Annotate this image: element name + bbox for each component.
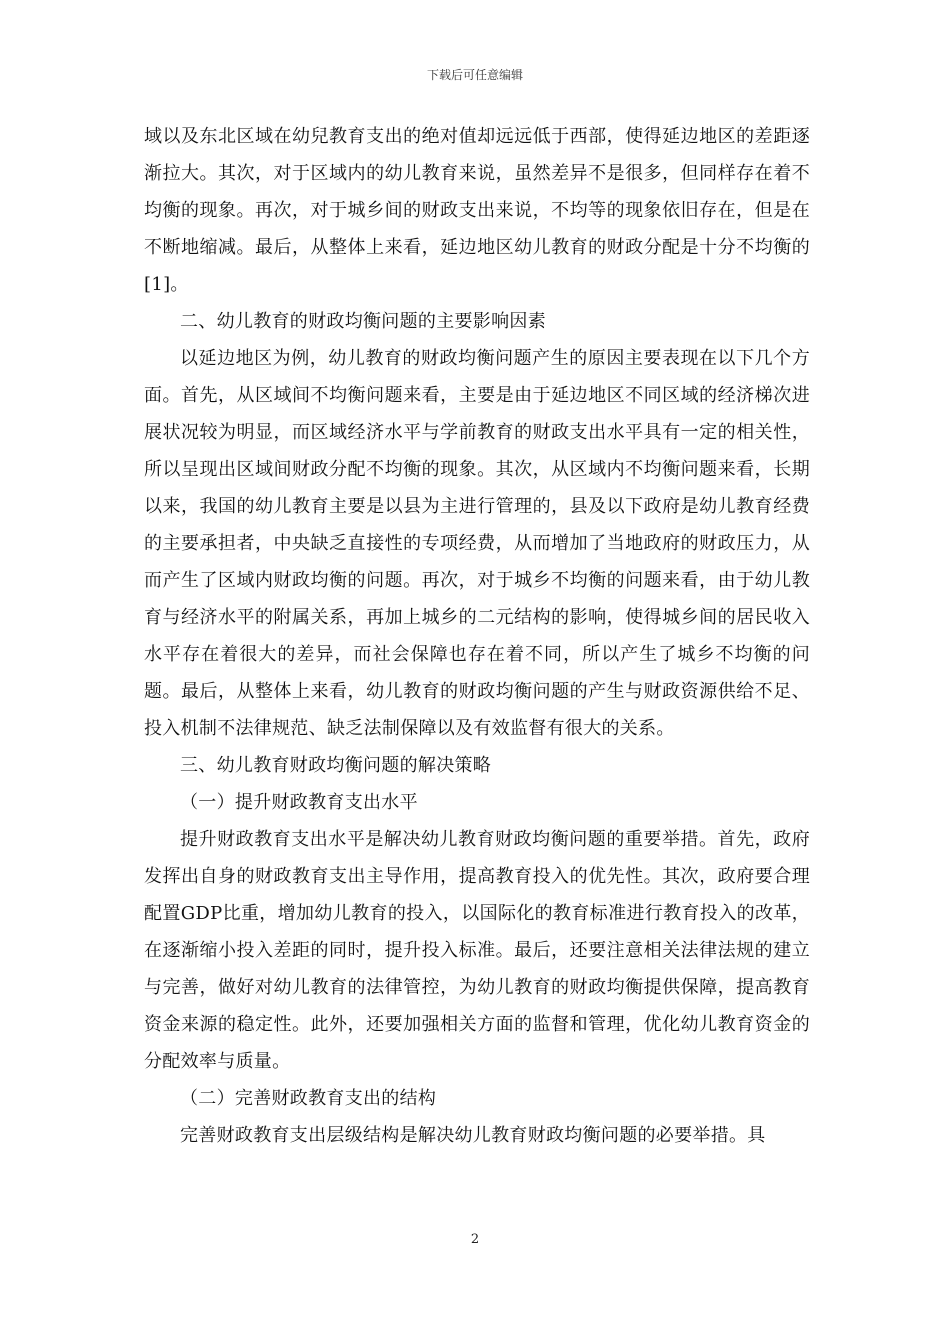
- paragraph-continued: 域以及东北区域在幼兒教育支出的绝对值却远远低于西部，使得延边地区的差距逐渐拉大。其次，对于区域内的幼儿教育来说，虽然差异不是很多，但同样存在着不均衡的现象。再次，对于城乡间的财政支出来说，不均等的现象依旧存在，但是在不断地缩减。最后，从整体上来看，延边地区幼儿教育的财政分配是十分不均衡的[1]。: [144, 126, 810, 295]
- paragraph-improve-structure: 完善财政教育支出层级结构是解决幼儿教育财政均衡问题的必要举措。具: [180, 1125, 766, 1146]
- section-heading-3: 三、幼儿教育财政均衡问题的解决策略: [180, 755, 492, 776]
- paragraph-influencing-factors: 以延边地区为例，幼儿教育的财政均衡问题产生的原因主要表现在以下几个方面。首先，从区域间不均衡问题来看，主要是由于延边地区不同区域的经济梯次进展状况较为明显，而区域经济水平与学前教育的财政支出水平具有一定的相关性，所以呈现出区域间财政分配不均衡的现象。其次，从区域内不均衡问题来看，长期以来，我国的幼儿教育主要是以县为主进行管理的，县及以下政府是幼儿教育经费的主要承担者，中央缺乏直接性的专项经费，从而增加了当地政府的财政压力，从而产生了区域内财政均衡的问题。再次，对于城乡不均衡的问题来看，由于幼儿教育与经济水平的附属关系，再加上城乡的二元结构的影响，使得城乡间的居民收入水平存在着很大的差异，而社会保障也存在着不同，所以产生了城乡不均衡的问题。最后，从整体上来看，幼儿教育的财政均衡问题的产生与财政资源供给不足、投入机制不法律规范、缺乏法制保障以及有效监督有很大的关系。: [144, 348, 810, 739]
- subsection-heading-1: （一）提升财政教育支出水平: [180, 792, 418, 813]
- page-header: 下载后可任意编辑: [426, 68, 523, 82]
- section-heading-2: 二、幼儿教育的财政均衡问题的主要影响因素: [180, 311, 546, 332]
- paragraph-raise-spending: 提升财政教育支出水平是解决幼儿教育财政均衡问题的重要举措。首先，政府发挥出自身的财政教育支出主导作用，提高教育投入的优先性。其次，政府要合理配置GDP比重，增加幼儿教育的投入，以国际化的教育标准进行教育投入的改革，在逐渐缩小投入差距的同时，提升投入标准。最后，还要注意相关法律法规的建立与完善，做好对幼儿教育的法律管控，为幼儿教育的财政均衡提供保障，提高教育资金来源的稳定性。此外，还要加强相关方面的监督和管理，优化幼儿教育资金的分配效率与质量。: [144, 829, 810, 1072]
- document-body: [144, 118, 810, 1154]
- subsection-heading-2: （二）完善财政教育支出的结构: [180, 1088, 437, 1109]
- page-number: 2: [470, 1232, 480, 1247]
